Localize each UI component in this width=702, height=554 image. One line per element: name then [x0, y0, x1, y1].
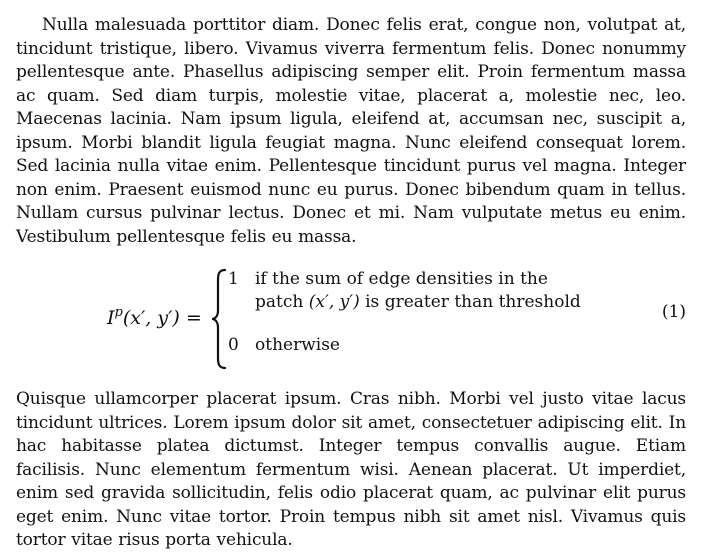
equation-symbol: I [107, 307, 115, 329]
case-1-condition-line-2 [255, 291, 581, 315]
case-1-line-2-prefix: patch [255, 292, 309, 312]
left-brace [212, 268, 228, 370]
document-page [16, 14, 686, 553]
equation-lhs [107, 299, 202, 332]
equation-args: (x′, y′) = [122, 307, 202, 329]
case-2-value: 0 [228, 335, 239, 355]
case-1-condition-line-1: if the sum of edge densities in the [255, 269, 548, 289]
body-paragraph-1: Nulla malesuada porttitor diam. Donec felis erat, congue non, volutpat at, tincidunt tristique, libero. Vivamus viverra fermentum felis. Donec nonummy pellentesque ante. Phasellus adipiscing semper elit. Proin fermentum massa ac quam. Sed diam turpis, molestie vitae, placerat a, molestie nec, leo. Maecenas lacinia. Nam ipsum ligula, eleifend at, accumsan nec, suscipit a, ipsum. Morbi blandit ligula feugiat magna. Nunc eleifend consequat lorem. Sed lacinia nulla vitae enim. Pellentesque tincidunt purus vel magna. Integer non enim. Praesent euismod nunc eu purus. Donec bibendum quam in tellus. Nullam cursus pulvinar lectus. Donec et mi. Nam vulputate metus eu enim. Vestibulum pellentesque felis eu massa. [16, 15, 686, 247]
body-paragraph-2: Quisque ullamcorper placerat ipsum. Cras nibh. Morbi vel justo vitae lacus tincidunt ultrices. Lorem ipsum dolor sit amet, consectetuer adipiscing elit. In hac habitasse platea dictumst. Integer tempus convallis augue. Etiam facilisis. Nunc elementum fermentum wisi. Aenean placerat. Ut imperdiet, enim sed gravida sollicitudin, felis odio placerat quam, ac pulvinar elit purus eget enim. Nunc vitae tortor. Proin tempus nibh sit amet nisl. Vivamus quis tortor vitae risus porta vehicula. [16, 389, 686, 550]
display-equation [16, 268, 686, 370]
case-1-value: 1 [228, 269, 239, 289]
case-1-line-2-math: (x′, y′) [308, 292, 360, 312]
equation-number: (1) [661, 302, 686, 322]
case-1-line-2-suffix: is greater than threshold [359, 292, 581, 312]
case-2-condition: otherwise [255, 335, 340, 355]
equation-superscript: p [114, 305, 123, 320]
